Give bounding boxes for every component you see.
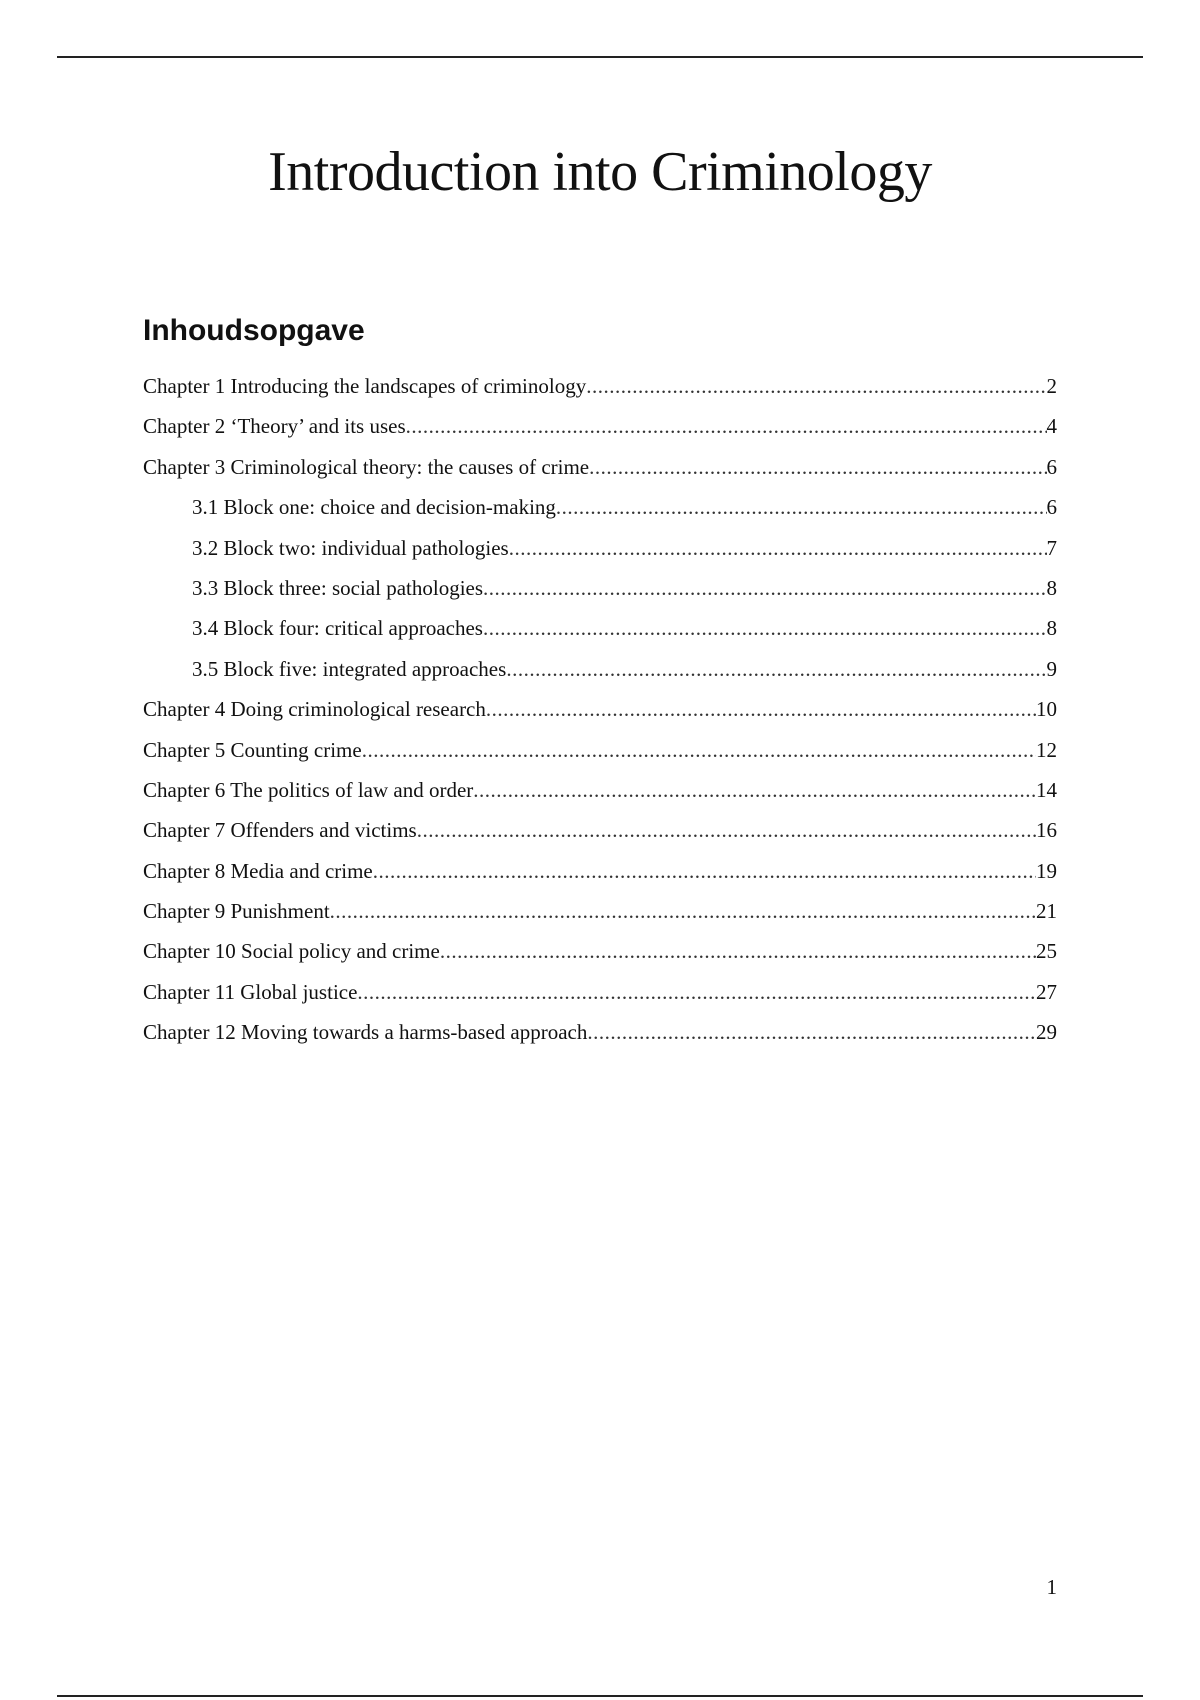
toc-entry-section-3-3[interactable] — [143, 568, 1057, 608]
toc-entry-page: 9 — [1046, 656, 1057, 681]
toc-entry-page: 14 — [1036, 777, 1057, 802]
toc-entry-text: Chapter 2 ‘Theory’ and its uses — [143, 414, 406, 439]
toc-entry-page: 6 — [1046, 495, 1057, 520]
header-rule — [57, 56, 1143, 58]
toc-entry-section-3-5[interactable] — [143, 649, 1057, 689]
toc-leader-dots — [362, 730, 1036, 770]
toc-entry-text: Chapter 4 Doing criminological research — [143, 697, 486, 722]
toc-entry-text: 3.4 Block four: critical approaches — [192, 616, 483, 641]
toc-entry-chapter-4[interactable] — [143, 689, 1057, 729]
toc-leader-dots — [506, 649, 1046, 689]
toc-entry-section-3-4[interactable] — [143, 608, 1057, 648]
toc-leader-dots — [473, 770, 1036, 810]
toc-entry-text: 3.3 Block three: social pathologies — [192, 575, 484, 600]
toc-entry-chapter-2[interactable] — [143, 406, 1057, 446]
toc-leader-dots — [417, 810, 1036, 850]
toc-leader-dots — [486, 689, 1036, 729]
toc-leader-dots — [556, 487, 1047, 527]
toc-entry-page: 27 — [1036, 979, 1057, 1004]
toc-entry-chapter-9[interactable] — [143, 891, 1057, 931]
toc-leader-dots — [509, 528, 1047, 568]
toc-leader-dots — [440, 931, 1036, 971]
toc-heading: Inhoudsopgave — [143, 314, 365, 347]
toc-entry-page: 8 — [1046, 575, 1057, 600]
page-number: 1 — [1046, 1575, 1057, 1599]
document-title: Introduction into Criminology — [268, 141, 932, 203]
toc-entry-text: Chapter 3 Criminological theory: the causes of crime — [143, 454, 590, 479]
toc-entry-chapter-1[interactable] — [143, 366, 1057, 406]
toc-entry-chapter-11[interactable] — [143, 972, 1057, 1012]
toc-entry-chapter-5[interactable] — [143, 730, 1057, 770]
toc-entry-text: Chapter 11 Global justice — [143, 979, 358, 1004]
toc-entry-section-3-1[interactable] — [143, 487, 1057, 527]
toc-leader-dots — [589, 447, 1046, 487]
toc-entry-page: 8 — [1046, 616, 1057, 641]
toc-leader-dots — [483, 608, 1047, 648]
toc-entry-page: 25 — [1036, 939, 1057, 964]
toc-leader-dots — [483, 568, 1046, 608]
toc-entry-text: Chapter 8 Media and crime — [143, 858, 373, 883]
toc-entry-page: 29 — [1036, 1020, 1057, 1045]
toc-entry-page: 6 — [1046, 454, 1057, 479]
toc-entry-text: Chapter 1 Introducing the landscapes of criminology — [143, 374, 587, 398]
toc-entry-section-3-2[interactable] — [143, 528, 1057, 568]
toc-entry-page: 7 — [1046, 535, 1057, 560]
toc-entry-text: Chapter 7 Offenders and victims — [143, 818, 417, 843]
toc-entry-chapter-3[interactable] — [143, 447, 1057, 487]
toc-entry-page: 16 — [1036, 818, 1057, 843]
toc-entry-text: Chapter 5 Counting crime — [143, 737, 362, 762]
toc-entry-text: Chapter 9 Punishment — [143, 899, 330, 924]
footer-rule — [57, 1695, 1143, 1697]
toc-entry-text: Chapter 12 Moving towards a harms-based approach — [143, 1020, 588, 1045]
toc-entry-chapter-12[interactable] — [143, 1012, 1057, 1052]
toc-leader-dots — [357, 972, 1036, 1012]
toc-entry-page: 19 — [1036, 858, 1057, 883]
toc-leader-dots — [373, 851, 1036, 891]
toc-entry-text: Chapter 6 The politics of law and order — [143, 777, 474, 802]
toc-leader-dots — [586, 366, 1046, 406]
toc-entry-text: 3.2 Block two: individual pathologies — [192, 535, 509, 560]
toc-entry-page: 4 — [1046, 414, 1057, 439]
toc-entry-page: 10 — [1036, 697, 1057, 722]
toc-entry-text: Chapter 10 Social policy and crime — [143, 939, 440, 964]
table-of-contents — [143, 366, 1057, 1053]
toc-entry-page: 21 — [1036, 899, 1057, 924]
toc-leader-dots — [330, 891, 1036, 931]
toc-leader-dots — [406, 406, 1047, 446]
toc-entry-chapter-10[interactable] — [143, 931, 1057, 971]
toc-entry-chapter-8[interactable] — [143, 851, 1057, 891]
toc-entry-text: 3.1 Block one: choice and decision-making — [192, 495, 556, 520]
toc-leader-dots — [587, 1012, 1036, 1052]
toc-entry-text: 3.5 Block five: integrated approaches — [192, 656, 507, 681]
toc-entry-chapter-7[interactable] — [143, 810, 1057, 850]
toc-entry-chapter-6[interactable] — [143, 770, 1057, 810]
toc-entry-page: 2 — [1046, 374, 1057, 398]
toc-entry-page: 12 — [1036, 737, 1057, 762]
